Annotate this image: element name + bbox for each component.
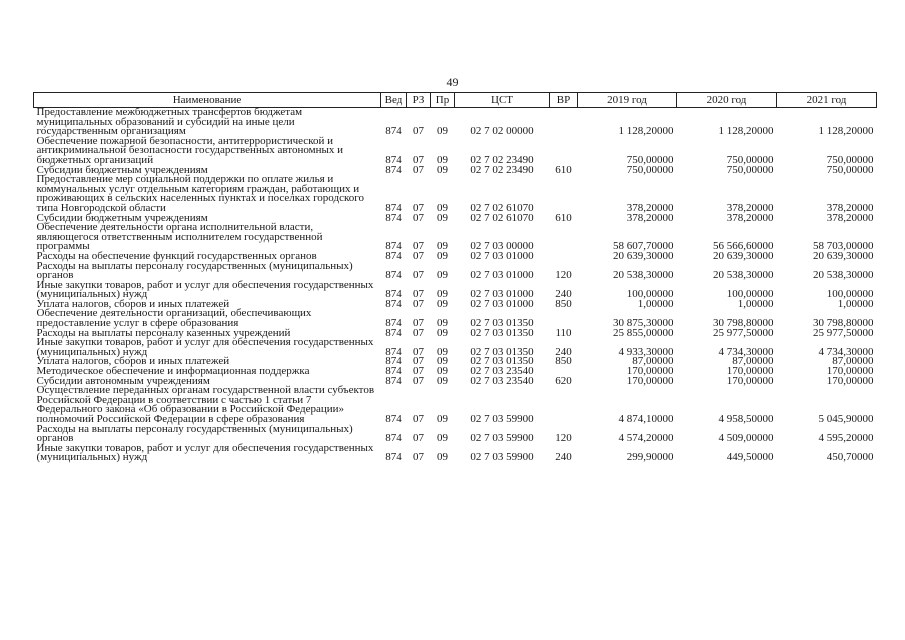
row-ved: 874: [385, 326, 402, 339]
row-pr: 09: [437, 125, 448, 138]
row-ved: 874: [385, 365, 402, 378]
row-value-2021: 750,00000: [826, 153, 874, 166]
row-value-2021: 170,00000: [826, 365, 874, 378]
row-vr: 110: [555, 326, 572, 339]
row-vr: 610: [555, 211, 572, 224]
row-value-2020: 4 958,50000: [718, 413, 774, 425]
row-value-2019: 750,00000: [626, 163, 674, 176]
row-pr: 09: [437, 355, 448, 368]
row-ved: 874: [385, 288, 402, 301]
row-cst: 02 7 03 00000: [470, 240, 534, 253]
row-cst: 02 7 03 23540: [470, 365, 534, 378]
row-ved: 874: [385, 249, 402, 262]
row-value-2019: 378,20000: [626, 211, 674, 224]
row-cst: 02 7 03 59900: [470, 451, 534, 464]
row-rz: 07: [413, 163, 424, 176]
row-vr: 620: [555, 374, 572, 387]
row-pr: 09: [437, 374, 448, 387]
row-cst: 02 7 02 61070: [470, 201, 534, 214]
row-name: Расходы на выплаты персоналу государственных (муниципальных) органов: [36, 422, 353, 445]
row-cst: 02 7 03 01000: [470, 249, 534, 262]
row-value-2019: 1,00000: [637, 297, 674, 310]
row-value-2020: 4 734,30000: [718, 345, 774, 358]
row-name: Расходы на обеспечение функций государственных органов: [36, 249, 317, 262]
row-value-2020: 4 509,00000: [718, 432, 774, 445]
row-pr: 09: [437, 413, 448, 425]
row-value-2020: 170,00000: [726, 374, 774, 387]
row-rz: 07: [413, 297, 424, 310]
row-value-2019: 100,00000: [626, 288, 674, 301]
row-cst: 02 7 03 01000: [470, 288, 534, 301]
row-pr: 09: [437, 288, 448, 301]
row-name: Субсидии бюджетным учреждениям: [36, 163, 208, 176]
row-rz: 07: [413, 374, 424, 387]
row-pr: 09: [437, 297, 448, 310]
row-cst: 02 7 03 01000: [470, 269, 534, 282]
row-value-2019: 4 933,30000: [618, 345, 674, 358]
col-header-cst: ЦСТ: [455, 93, 550, 108]
row-cst: 02 7 03 01000: [470, 297, 534, 310]
row-ved: 874: [385, 153, 402, 166]
table-row: [34, 175, 877, 213]
table-row: [34, 309, 877, 328]
row-cst: 02 7 03 59900: [470, 432, 534, 445]
row-pr: 09: [437, 345, 448, 358]
row-pr: 09: [437, 240, 448, 253]
row-ved: 874: [385, 297, 402, 310]
row-ved: 874: [385, 413, 402, 425]
row-ved: 874: [385, 374, 402, 387]
row-value-2019: 750,00000: [626, 153, 674, 166]
row-cst: 02 7 03 01350: [470, 345, 534, 358]
row-value-2020: 56 566,60000: [713, 240, 774, 253]
col-header-ved: Вед: [381, 93, 407, 108]
row-name: Предоставление мер социальной поддержки по оплате жилья и коммунальных услуг отдельным категориям граждан, работающих и проживающих в сельских населенных пунктах и поселках городского типа Новгородской области: [36, 173, 364, 214]
row-value-2020: 378,20000: [726, 211, 774, 224]
col-header-name: Наименование: [34, 93, 381, 108]
row-vr: [550, 309, 578, 328]
row-value-2020: 1 128,20000: [718, 125, 774, 138]
row-value-2021: 378,20000: [826, 201, 874, 214]
row-vr: [550, 175, 578, 213]
row-ved: 874: [385, 240, 402, 253]
row-rz: 07: [413, 432, 424, 445]
col-header-2021: 2021 год: [777, 93, 877, 108]
row-pr: 09: [437, 326, 448, 339]
row-value-2019: 170,00000: [626, 365, 674, 378]
row-vr: 850: [555, 297, 572, 310]
table-row: [34, 108, 877, 137]
row-ved: 874: [385, 317, 402, 330]
row-name: Иные закупки товаров, работ и услуг для обеспечения государственных (муниципальных) нужд: [36, 441, 374, 464]
row-pr: 09: [437, 249, 448, 262]
row-cst: 02 7 03 59900: [470, 413, 534, 425]
table-row: [34, 281, 877, 300]
row-value-2019: 1 128,20000: [618, 125, 674, 138]
row-vr: 240: [555, 345, 572, 358]
row-value-2019: 25 855,00000: [613, 326, 674, 339]
col-header-vr: ВР: [550, 93, 578, 108]
row-value-2021: 750,00000: [826, 163, 874, 176]
row-value-2019: 58 607,70000: [613, 240, 674, 253]
row-value-2021: 5 045,90000: [818, 413, 874, 425]
row-pr: 09: [437, 201, 448, 214]
row-name: Субсидии автономным учреждениям: [36, 374, 210, 387]
row-pr: 09: [437, 432, 448, 445]
row-name: Обеспечение пожарной безопасности, антитеррористической и антикриминальной безопасности государственных автономных и бюджетных организаций: [36, 134, 343, 166]
row-value-2021: 20 639,30000: [813, 249, 874, 262]
table-body: [34, 108, 877, 463]
row-value-2021: 4 595,20000: [818, 432, 874, 445]
row-rz: 07: [413, 288, 424, 301]
row-vr: [550, 252, 578, 262]
row-value-2020: 20 639,30000: [713, 249, 774, 262]
row-vr: 610: [555, 163, 572, 176]
row-value-2021: 25 977,50000: [813, 326, 874, 339]
row-vr: 850: [555, 355, 572, 368]
row-name: Обеспечение деятельности организаций, обеспечивающих предоставление услуг в сфере образования: [36, 307, 312, 330]
row-value-2020: 750,00000: [726, 163, 774, 176]
row-value-2020: 100,00000: [726, 288, 774, 301]
row-ved: 874: [385, 211, 402, 224]
row-cst: 02 7 03 01350: [470, 326, 534, 339]
row-value-2021: 1,00000: [837, 297, 874, 310]
table-row: [34, 386, 877, 424]
row-value-2020: 750,00000: [726, 153, 774, 166]
row-cst: 02 7 02 23490: [470, 153, 534, 166]
row-vr: [550, 137, 578, 166]
row-pr: 09: [437, 163, 448, 176]
table-row: [34, 223, 877, 252]
col-header-pr: Пр: [431, 93, 455, 108]
budget-table: [33, 92, 877, 463]
row-value-2021: 4 734,30000: [818, 345, 874, 358]
row-pr: 09: [437, 211, 448, 224]
row-name: Расходы на выплаты персоналу казенных учреждений: [36, 326, 291, 339]
row-rz: 07: [413, 249, 424, 262]
row-cst: 02 7 02 61070: [470, 211, 534, 224]
row-rz: 07: [413, 317, 424, 330]
row-name: Уплата налогов, сборов и иных платежей: [36, 297, 230, 310]
row-value-2019: 87,00000: [632, 355, 674, 368]
row-rz: 07: [413, 355, 424, 368]
row-rz: 07: [413, 211, 424, 224]
table-row: [34, 425, 877, 444]
col-header-2020: 2020 год: [677, 93, 777, 108]
row-value-2020: 30 798,80000: [713, 317, 774, 330]
row-rz: 07: [413, 201, 424, 214]
row-value-2021: 87,00000: [832, 355, 874, 368]
row-vr: [550, 108, 578, 137]
row-value-2019: 299,90000: [626, 451, 674, 464]
row-value-2021: 170,00000: [826, 374, 874, 387]
row-pr: 09: [437, 451, 448, 464]
row-rz: 07: [413, 413, 424, 425]
row-value-2019: 170,00000: [626, 374, 674, 387]
row-value-2019: 20 538,30000: [613, 269, 674, 282]
row-ved: 874: [385, 355, 402, 368]
row-value-2021: 30 798,80000: [813, 317, 874, 330]
row-pr: 09: [437, 317, 448, 330]
row-cst: 02 7 03 23540: [470, 374, 534, 387]
row-name: Осуществление переданных органам государственной власти субъектов Российской Федерации в соответствии с частью 1 статьи 7 Федерального закона «Об образовании в Российской Федерации» полномочий Российской Федерации в сфере образования: [36, 384, 375, 425]
row-value-2020: 87,00000: [732, 355, 774, 368]
row-rz: 07: [413, 345, 424, 358]
row-vr: [550, 223, 578, 252]
row-rz: 07: [413, 153, 424, 166]
row-value-2020: 378,20000: [726, 201, 774, 214]
row-name: Иные закупки товаров, работ и услуг для обеспечения государственных (муниципальных) нужд: [36, 336, 374, 358]
row-name: Уплата налогов, сборов и иных платежей: [36, 355, 230, 368]
page-number: 49: [446, 75, 459, 89]
row-name: Расходы на выплаты персоналу государственных (муниципальных) органов: [36, 259, 353, 282]
row-value-2019: 4 574,20000: [618, 432, 674, 445]
row-value-2020: 170,00000: [726, 365, 774, 378]
row-value-2019: 30 875,30000: [613, 317, 674, 330]
row-value-2020: 20 538,30000: [713, 269, 774, 282]
row-value-2020: 449,50000: [726, 451, 774, 464]
col-header-2019: 2019 год: [578, 93, 677, 108]
table-row: [34, 262, 877, 281]
row-ved: 874: [385, 451, 402, 464]
col-header-rz: РЗ: [407, 93, 431, 108]
row-cst: 02 7 02 00000: [470, 125, 534, 138]
row-vr: 240: [555, 288, 572, 301]
row-value-2020: 1,00000: [737, 297, 774, 310]
row-value-2019: 378,20000: [626, 201, 674, 214]
row-vr: 120: [555, 432, 572, 445]
row-ved: 874: [385, 201, 402, 214]
row-rz: 07: [413, 240, 424, 253]
row-value-2021: 58 703,00000: [813, 240, 874, 253]
row-rz: 07: [413, 365, 424, 378]
row-cst: 02 7 03 01350: [470, 355, 534, 368]
row-name: Субсидии бюджетным учреждениям: [36, 211, 208, 224]
row-ved: 874: [385, 432, 402, 445]
row-value-2021: 20 538,30000: [813, 269, 874, 282]
row-value-2021: 450,70000: [826, 451, 874, 464]
row-name: Предоставление межбюджетных трансфертов бюджетам муниципальных образований и субсидий на иные цели государственным организациям: [36, 106, 303, 138]
row-rz: 07: [413, 451, 424, 464]
row-rz: 07: [413, 269, 424, 282]
row-pr: 09: [437, 153, 448, 166]
row-ved: 874: [385, 345, 402, 358]
row-ved: 874: [385, 163, 402, 176]
row-vr: 120: [555, 269, 572, 282]
row-rz: 07: [413, 125, 424, 138]
row-ved: 874: [385, 269, 402, 282]
table-row: [34, 444, 877, 463]
row-value-2019: 20 639,30000: [613, 249, 674, 262]
row-name: Методическое обеспечение и информационная поддержка: [36, 365, 310, 378]
table-row: [34, 137, 877, 166]
row-value-2021: 1 128,20000: [818, 125, 874, 138]
row-pr: 09: [437, 365, 448, 378]
row-ved: 874: [385, 125, 402, 138]
row-value-2019: 4 874,10000: [618, 413, 674, 425]
row-rz: 07: [413, 326, 424, 339]
row-value-2021: 378,20000: [826, 211, 874, 224]
row-value-2020: 25 977,50000: [713, 326, 774, 339]
row-value-2021: 100,00000: [826, 288, 874, 301]
row-pr: 09: [437, 269, 448, 282]
row-cst: 02 7 02 23490: [470, 163, 534, 176]
row-name: Обеспечение деятельности органа исполнительной власти, являющегося ответственным исполнителем государственной программы: [36, 221, 323, 253]
row-name: Иные закупки товаров, работ и услуг для обеспечения государственных (муниципальных) нужд: [36, 278, 374, 301]
row-cst: 02 7 03 01350: [470, 317, 534, 330]
row-vr: [550, 386, 578, 424]
row-vr: 240: [555, 451, 572, 464]
